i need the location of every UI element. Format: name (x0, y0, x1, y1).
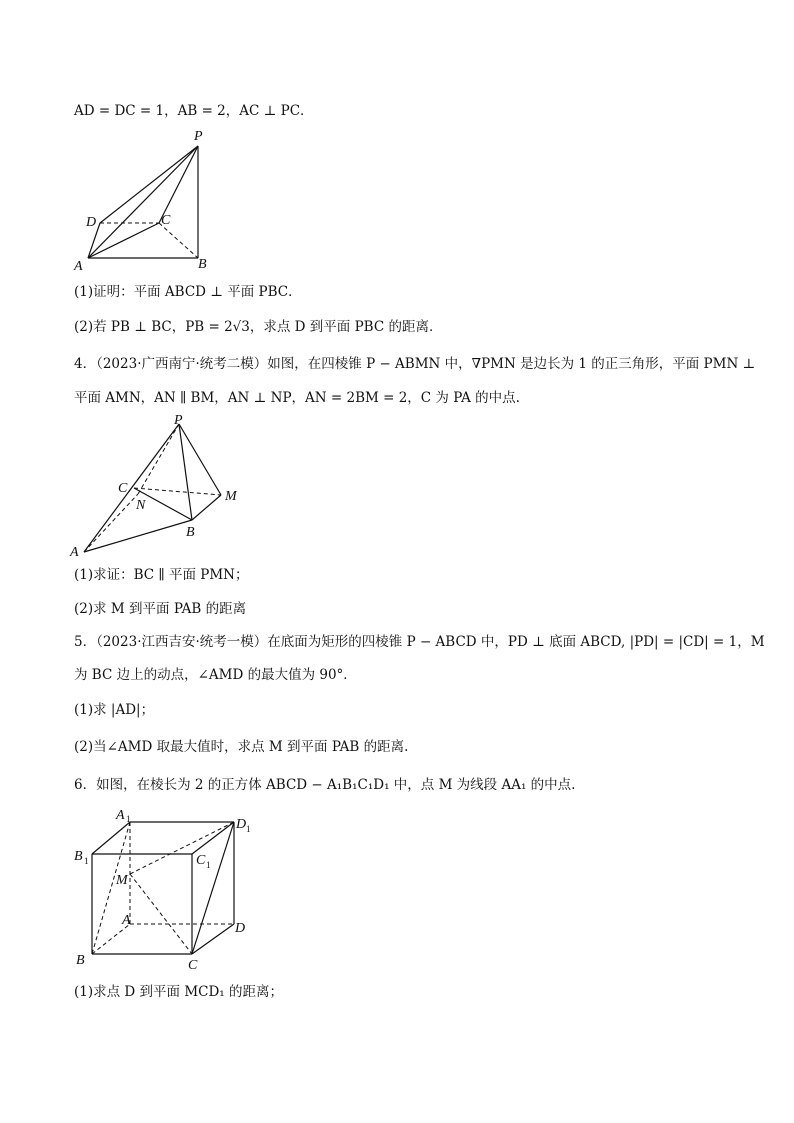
label-B1: B (74, 849, 83, 864)
q4-stem-line2: 平面 AMN，AN ∥ BM，AN ⊥ NP，AN = 2BM = 2，C 为 PA 的中点. (74, 390, 520, 406)
given-conditions-line: AD = DC = 1，AB = 2，AC ⊥ PC． (74, 103, 314, 119)
pyramid-figure-2 (66, 412, 256, 562)
q5-stem-line1: 5．（2023·江西吉安·统考一模）在底面为矩形的四棱锥 P − ABCD 中，PD ⊥ 底面 ABCD, |PD| = |CD| = 1，M (74, 634, 765, 650)
q4-part1: (1)求证：BC ∥ 平面 PMN； (74, 567, 249, 583)
label-B: B (186, 525, 195, 540)
pyramid-figure-1 (70, 126, 220, 276)
label-P: P (194, 129, 203, 144)
label-N: N (136, 498, 146, 513)
label-B: B (76, 953, 85, 968)
q5-part1: (1)求 |AD|； (74, 702, 155, 718)
label-A1: A (116, 808, 125, 823)
label-D: D (86, 215, 97, 230)
cube-figure (72, 804, 272, 974)
label-A: A (70, 545, 79, 560)
label-A: A (74, 259, 83, 274)
q4-part2: (2)求 M 到平面 PAB 的距离 (74, 601, 247, 617)
label-D1: D (236, 817, 247, 832)
q6-part1: (1)求点 D 到平面 MCD₁ 的距离； (74, 984, 283, 1000)
label-D1-sub: 1 (246, 824, 251, 834)
q6-stem: 6．如图，在棱长为 2 的正方体 ABCD − A₁B₁C₁D₁ 中，点 M 为线段 AA₁ 的中点. (74, 777, 576, 793)
label-C: C (118, 481, 128, 496)
label-B: B (198, 257, 207, 272)
q3-part2: (2)若 PB ⊥ BC，PB = 2√3，求点 D 到平面 PBC 的距离． (74, 319, 443, 335)
q5-stem-line2: 为 BC 边上的动点，∠AMD 的最大值为 90°． (74, 667, 357, 683)
label-M: M (116, 873, 128, 888)
q3-part1: (1)证明：平面 ABCD ⊥ 平面 PBC． (74, 284, 302, 300)
label-C: C (188, 958, 198, 973)
label-D: D (235, 921, 246, 936)
q5-part2: (2)当∠AMD 取最大值时，求点 M 到平面 PAB 的距离. (74, 739, 409, 755)
label-A1-sub: 1 (126, 814, 131, 824)
label-C: C (161, 213, 171, 228)
label-P: P (174, 413, 183, 428)
label-M: M (225, 489, 237, 504)
label-B1-sub: 1 (84, 856, 89, 866)
label-A: A (122, 913, 131, 928)
q4-stem-line1: 4．（2023·广西南宁·统考二模）如图，在四棱锥 P − ABMN 中，∇PMN 是边长为 1 的正三角形，平面 PMN ⊥ (74, 356, 756, 372)
label-C1: C (196, 853, 206, 868)
label-C1-sub: 1 (206, 860, 211, 870)
